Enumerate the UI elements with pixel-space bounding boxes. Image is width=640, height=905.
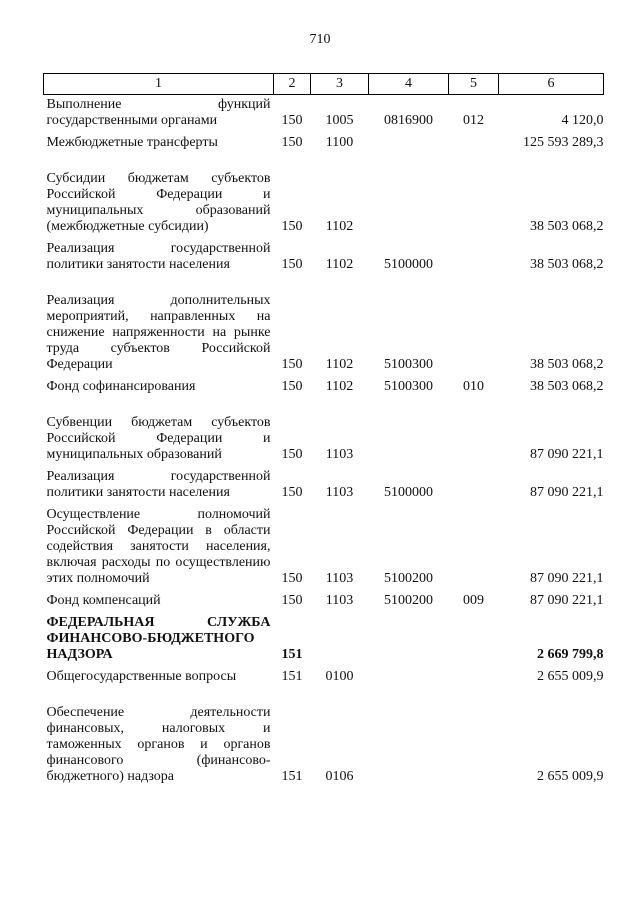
row-code-target: 0816900 [384,113,433,128]
row-code-expense-type [449,501,499,587]
column-header: 6 [499,74,604,95]
row-code-target [369,609,449,663]
row-name: Фонд компенсаций [46,593,161,608]
row-code-section: 0106 [325,769,354,784]
row-code-section: 1103 [325,447,354,462]
row-amount: 38 503 068,2 [530,257,604,272]
row-code-section: 0100 [325,669,354,684]
column-header: 4 [369,74,449,95]
row-code-ministry: 150 [281,485,303,500]
row-code-target [369,395,449,463]
row-amount: 4 120,0 [561,113,604,128]
row-code-ministry: 150 [281,447,303,462]
table-row [44,463,604,501]
table-row [44,95,604,130]
row-name: Межбюджетные трансферты [46,135,218,150]
table-row [44,501,604,587]
table-row [44,609,604,663]
row-code-section: 1102 [325,357,354,372]
row-code-target [369,663,449,685]
row-code-expense-type: 012 [463,113,484,128]
row-code-ministry: 150 [281,571,303,586]
row-code-section: 1103 [325,571,354,586]
row-code-target: 5100000 [384,257,433,272]
row-code-ministry: 150 [281,219,303,234]
table-header-row [44,74,604,95]
row-code-target: 5100000 [384,485,433,500]
table-row [44,373,604,395]
row-code-section: 1103 [325,593,354,608]
row-code-target: 5100200 [384,593,433,608]
table-row [44,685,604,785]
row-code-ministry: 150 [281,113,303,128]
row-name: Субвенции бюджетам субъектов Российской Федерации и муниципальных образований [46,415,271,462]
row-code-expense-type [449,129,499,151]
table-row [44,273,604,373]
column-header: 3 [311,74,369,95]
row-amount: 38 503 068,2 [530,219,604,234]
row-name: ФЕДЕРАЛЬНАЯ СЛУЖБА ФИНАНСОВО-БЮДЖЕТНОГО НАДЗОРА [46,615,271,662]
row-name: Общегосударственные вопросы [46,669,237,684]
row-amount: 38 503 068,2 [530,357,604,372]
row-amount: 125 593 289,3 [523,135,604,150]
row-code-expense-type: 009 [463,593,484,608]
row-code-target [369,685,449,785]
row-code-expense-type [449,463,499,501]
row-code-ministry: 150 [281,379,303,394]
row-code-ministry: 151 [281,647,303,662]
column-header: 1 [44,74,274,95]
row-name: Обеспечение деятельности финансовых, налоговых и таможенных органов и органов финансового (финансово-бюджетного) надзора [46,705,271,784]
row-code-expense-type [449,609,499,663]
row-code-section: 1005 [325,113,354,128]
row-amount: 38 503 068,2 [530,379,604,394]
row-code-section: 1102 [325,257,354,272]
row-name: Выполнение функций государственными органами [46,97,271,128]
row-name: Субсидии бюджетам субъектов Российской Федерации и муниципальных образований (межбюджетные субсидии) [46,171,271,234]
column-header: 5 [449,74,499,95]
table-row [44,395,604,463]
row-code-expense-type [449,151,499,235]
row-amount: 87 090 221,1 [530,485,604,500]
row-code-expense-type [449,685,499,785]
table-row [44,235,604,273]
page-number: 710 [309,32,331,47]
row-code-ministry: 150 [281,135,303,150]
row-code-expense-type [449,235,499,273]
row-code-section: 1100 [325,135,354,150]
row-code-ministry: 150 [281,257,303,272]
row-amount: 2 655 009,9 [537,669,604,684]
row-code-section: 1102 [325,379,354,394]
row-code-ministry: 151 [281,669,303,684]
row-code-target: 5100200 [384,571,433,586]
row-name: Реализация государственной политики занятости населения [46,469,271,500]
row-code-ministry: 150 [281,593,303,608]
row-name: Реализация дополнительных мероприятий, направленных на снижение напряженности на рынке труда субъектов Российской Федерации [46,293,271,372]
row-code-expense-type [449,273,499,373]
row-amount: 2 669 799,8 [537,647,604,662]
row-code-expense-type [449,395,499,463]
row-code-section: 1102 [325,219,354,234]
table-row [44,587,604,609]
table-row [44,663,604,685]
row-amount: 2 655 009,9 [537,769,604,784]
row-amount: 87 090 221,1 [530,447,604,462]
budget-table [43,73,604,785]
column-header: 2 [274,74,311,95]
row-code-target: 5100300 [384,357,433,372]
row-code-ministry: 151 [281,769,303,784]
row-amount: 87 090 221,1 [530,593,604,608]
row-code-section: 1103 [325,485,354,500]
row-code-target [369,129,449,151]
row-code-target [369,151,449,235]
row-name: Фонд софинансирования [46,379,196,394]
table-row [44,151,604,235]
row-code-expense-type: 010 [463,379,484,394]
row-code-section [311,609,369,663]
table-row [44,129,604,151]
row-code-expense-type [449,663,499,685]
row-name: Реализация государственной политики занятости населения [46,241,271,272]
row-amount: 87 090 221,1 [530,571,604,586]
row-code-ministry: 150 [281,357,303,372]
row-name: Осуществление полномочий Российской Федерации в области содействия занятости населения, включая расходы по осуществлению этих полномочий [46,507,271,586]
row-code-target: 5100300 [384,379,433,394]
